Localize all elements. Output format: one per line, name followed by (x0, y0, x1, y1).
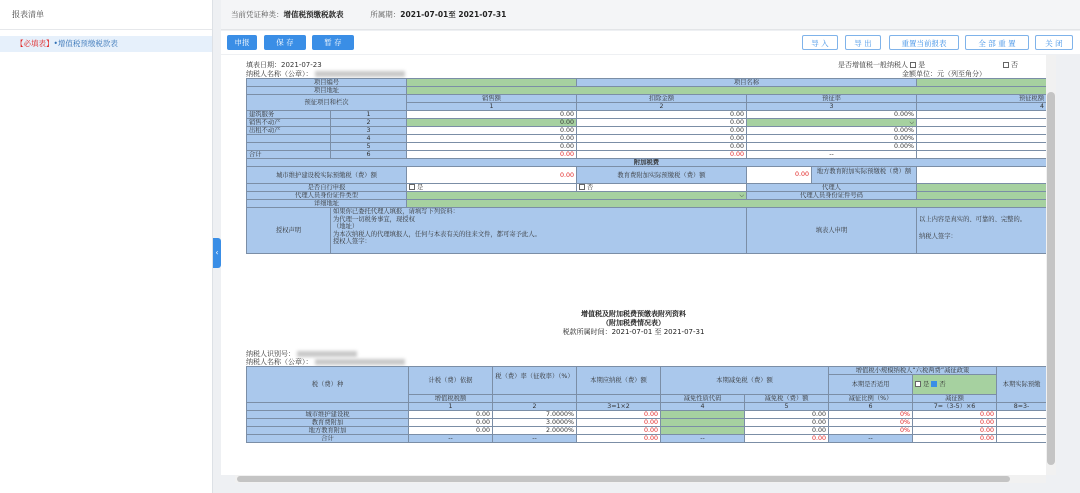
general-taxpayer-no-checkbox[interactable] (1003, 62, 1009, 68)
table-row (247, 419, 1047, 427)
reduce-amt-input[interactable]: 0.00 (745, 427, 829, 435)
deduct-input[interactable]: 0.00 (577, 135, 747, 143)
save-button[interactable]: 保 存 (264, 35, 306, 50)
h-small: 增值税小规模纳税人“六税两费”减征政策 (829, 367, 997, 375)
agent-id-no-label: 代理人员身份证件号码 (747, 192, 917, 200)
reset-current-button[interactable]: 重置当前报表 (889, 35, 959, 50)
surtax-table (246, 366, 1047, 443)
actual-value (997, 411, 1047, 419)
table-row (247, 119, 1047, 127)
rate-select[interactable] (747, 119, 917, 127)
detail-address-label: 详细地址 (247, 200, 407, 208)
h-vat: 增值税税额 (409, 394, 493, 402)
actual-total (997, 435, 1047, 443)
row-name: 销售不动产 (247, 119, 331, 127)
actual-value (997, 427, 1047, 435)
h-rate: 税（费）率（征收率）（%） (493, 367, 577, 395)
reduce-code-select[interactable] (661, 427, 745, 435)
auth-label: 授权声明 (247, 208, 331, 254)
filler-text: 以上内容是真实的、可靠的、完整的。 (919, 216, 1027, 223)
local-edu-value (917, 167, 1047, 184)
h-reduce-amt: 减免税（费）额 (745, 394, 829, 402)
reduce-amount-value: 0.00 (913, 411, 997, 419)
sales-input[interactable]: 0.00 (407, 119, 577, 127)
agent-id-type-label: 代理人员身份证件类型 (247, 192, 407, 200)
h-blank (493, 394, 577, 402)
h-due: 本期应纳税（费）额 (577, 367, 661, 395)
row-no: 6 (331, 151, 407, 159)
tax-value (917, 135, 1047, 143)
table-row-total (247, 151, 1047, 159)
row-name (247, 135, 331, 143)
period-label: 所属期： (370, 10, 401, 19)
row-no: 1 (331, 111, 407, 119)
col-tax-header: 预征税额 (917, 95, 1047, 103)
h-blank (577, 394, 661, 402)
table-row (247, 427, 1047, 435)
self-declare-yes-checkbox[interactable] (409, 184, 415, 190)
due-value: 0.00 (577, 419, 661, 427)
row-name: 合计 (247, 435, 409, 443)
no-label: 否 (587, 184, 594, 191)
voucher-type-value: 增值税预缴税款表 (283, 10, 344, 19)
edu-fee-cell (747, 167, 917, 184)
voucher-info-bar (221, 0, 1080, 30)
project-address-input[interactable] (407, 87, 1047, 95)
report-list-sidebar (0, 0, 213, 493)
reduce-amt-total: 0.00 (745, 435, 829, 443)
row-name: 合计 (247, 151, 331, 159)
general-taxpayer-yes-checkbox[interactable] (910, 62, 916, 68)
yes-label: 是 (417, 184, 424, 191)
col-no: 4 (661, 403, 745, 411)
project-no-label: 项目编号 (247, 79, 407, 87)
agent-label: 代理人 (747, 184, 917, 192)
h-ratio: 减征比例（%） (829, 394, 913, 402)
urban-tax-label: 城市维护建设税实际预缴税（费）额 (247, 167, 407, 184)
col-no: 2 (493, 403, 577, 411)
auth-text: 如果你已委托代理人填报，请填写下列资料： (333, 208, 459, 215)
period-value: 2021-07-01至 2021-07-31 (400, 10, 507, 19)
project-no-input[interactable] (407, 79, 577, 87)
row-no: 3 (331, 127, 407, 135)
project-name-input[interactable] (917, 79, 1047, 87)
levy-item-header: 预征项目和栏次 (247, 95, 407, 111)
table-row (247, 135, 1047, 143)
applicable-no-checkbox[interactable] (931, 381, 937, 387)
toolbar (221, 31, 1080, 54)
h-basis: 计税（费）依据 (409, 367, 493, 395)
prepay-table (246, 78, 1047, 254)
deduct-input[interactable]: 0.00 (577, 119, 747, 127)
auth-statement (331, 208, 747, 254)
h-reduce-code: 减免性质代码 (661, 394, 745, 402)
no-label: 否 (1011, 61, 1018, 69)
ratio-value: 0% (829, 427, 913, 435)
row-name: 出租不动产 (247, 127, 331, 135)
sales-total: 0.00 (407, 151, 577, 159)
due-value: 0.00 (577, 411, 661, 419)
rate-value: 0.00% (747, 135, 917, 143)
form2-period: 税款所属时间：2021-07-01 至 2021-07-31 (562, 328, 705, 336)
auth-text: （地址） (333, 223, 359, 230)
redacted-name (315, 71, 405, 77)
temp-save-button[interactable]: 暂 存 (312, 35, 354, 50)
self-declare-no-checkbox[interactable] (579, 184, 585, 190)
export-button[interactable]: 导 出 (845, 35, 881, 50)
close-button[interactable]: 关 闭 (1035, 35, 1073, 50)
deduct-input[interactable]: 0.00 (577, 127, 747, 135)
col-rate-header: 预征率 (747, 95, 917, 103)
ratio-value: 0% (829, 411, 913, 419)
rate-total: -- (747, 151, 917, 159)
form2-subtitle: （附加税费情况表） (602, 319, 665, 327)
local-edu-label: 地方教育附加实际预缴税（费）额 (811, 167, 916, 183)
deduct-input[interactable]: 0.00 (577, 111, 747, 119)
sales-input[interactable]: 0.00 (407, 111, 577, 119)
col-deduct-header: 扣除金额 (577, 95, 747, 103)
yes-label: 是 (918, 61, 926, 69)
basis-value: 0.00 (409, 411, 493, 419)
voucher-type-label: 当前凭证种类： (231, 10, 284, 19)
table-row (247, 143, 1047, 151)
tax-value (917, 143, 1047, 151)
basis-total: -- (409, 435, 493, 443)
edu-fee-label: 教育费附加实际预缴税（费）额 (577, 167, 747, 184)
required-tag: 【必填表】 (16, 39, 54, 48)
col-no: 4 (917, 103, 1047, 111)
row-name: 建筑服务 (247, 111, 331, 119)
col-no: 3=1×2 (577, 403, 661, 411)
taxpayer-name-label: 纳税人名称（公章）： (246, 70, 313, 78)
table-row (247, 111, 1047, 119)
fill-date: 填表日期：2021-07-23 (246, 61, 322, 69)
reduce-amount-value: 0.00 (913, 427, 997, 435)
yes-label: 是 (923, 380, 930, 388)
h-applicable: 本期是否适用 (829, 375, 913, 394)
sidebar-item-vat-prepay[interactable] (0, 36, 212, 52)
filler-statement (917, 208, 1047, 254)
reduce-amount-value: 0.00 (913, 419, 997, 427)
due-total: 0.00 (577, 435, 661, 443)
amount-unit: 金额单位：元（列至角分） (902, 70, 986, 78)
agent-id-no-input[interactable] (917, 192, 1047, 200)
applicable-choice (913, 375, 997, 394)
general-taxpayer-label: 是否增值税一般纳税人 (838, 61, 908, 69)
taxpayer-id-label: 纳税人识别号： (246, 350, 295, 358)
rate-value: 0.00% (747, 111, 917, 119)
ratio-value: 0% (829, 419, 913, 427)
rate-value: 2.0000% (493, 427, 577, 435)
tax-value (917, 119, 1047, 127)
tax-value (917, 111, 1047, 119)
actual-value (997, 419, 1047, 427)
col-no: 8=3- (997, 403, 1047, 411)
rate-value: 3.0000% (493, 419, 577, 427)
sidebar-item-label: •增值税预缴税款表 (53, 39, 118, 48)
filler-label: 填表人申明 (747, 208, 917, 254)
edu-fee-value: 0.00 (747, 167, 811, 183)
reduce-code-select[interactable] (661, 419, 745, 427)
col-no: 3 (747, 103, 917, 111)
rate-value: 0.00% (747, 143, 917, 151)
deduct-input[interactable]: 0.00 (577, 143, 747, 151)
tax-total (917, 151, 1047, 159)
col-no: 1 (407, 103, 577, 111)
agent-input[interactable] (917, 184, 1047, 192)
deduct-total: 0.00 (577, 151, 747, 159)
sidebar-header: 报表清单 (0, 0, 212, 30)
applicable-yes-checkbox[interactable] (915, 381, 921, 387)
form2-title: 增值税及附加税费预缴表附列资料 (581, 310, 686, 318)
self-declare-no[interactable] (577, 184, 747, 192)
sales-input[interactable]: 0.00 (407, 143, 577, 151)
col-no: 6 (829, 403, 913, 411)
auth-text: 为本次纳税人的代理填报人，任何与本表有关的往来文件，都可寄予此人。 (333, 230, 541, 238)
table-row-total (247, 435, 1047, 443)
sales-input[interactable]: 0.00 (407, 127, 577, 135)
reset-all-button[interactable]: 全 部 重 置 (965, 35, 1029, 50)
auth-text: 授权人签字： (333, 238, 371, 245)
vertical-scrollbar-thumb[interactable] (1047, 92, 1055, 465)
rate-value: 0.00% (747, 127, 917, 135)
row-no: 4 (331, 135, 407, 143)
h-actual: 本期实际预缴 (997, 367, 1047, 403)
rate-value: 7.0000% (493, 411, 577, 419)
reduce-amt-input[interactable]: 0.00 (745, 411, 829, 419)
reduce-amount-total: 0.00 (913, 435, 997, 443)
col-no: 1 (409, 403, 493, 411)
taxpayer-name-label: 纳税人名称（公章）： (246, 358, 313, 366)
n-blank (247, 403, 409, 411)
general-taxpayer-no (1003, 60, 1018, 70)
rate-total: -- (493, 435, 577, 443)
no-label: 否 (939, 380, 946, 388)
col-no: 7=（3-5）×6 (913, 403, 997, 411)
due-value: 0.00 (577, 427, 661, 435)
project-name-label: 项目名称 (577, 79, 917, 87)
row-name: 地方教育附加 (247, 427, 409, 435)
declare-button[interactable]: 申报 (227, 35, 257, 50)
table-row (247, 411, 1047, 419)
col-no: 5 (745, 403, 829, 411)
auth-text: 为代理一切税务事宜，现授权 (333, 215, 415, 223)
project-address-label: 项目地址 (247, 87, 407, 95)
table-row (247, 127, 1047, 135)
row-name: 教育费附加 (247, 419, 409, 427)
row-no: 2 (331, 119, 407, 127)
import-button[interactable]: 导 入 (802, 35, 838, 50)
redacted-name (315, 359, 405, 365)
row-name (247, 143, 331, 151)
urban-tax-value: 0.00 (407, 167, 577, 184)
row-name: 城市维护建设税 (247, 411, 409, 419)
basis-value: 0.00 (409, 419, 493, 427)
collapse-sidebar-chevron-left-icon[interactable]: ‹ (213, 238, 221, 268)
reduce-amt-input[interactable]: 0.00 (745, 419, 829, 427)
sales-input[interactable]: 0.00 (407, 135, 577, 143)
reduce-code-select[interactable] (661, 411, 745, 419)
tax-value (917, 127, 1047, 135)
horizontal-scrollbar-thumb[interactable] (237, 476, 1010, 482)
h-reduce-amount: 减征额 (913, 394, 997, 402)
basis-value: 0.00 (409, 427, 493, 435)
code-total: -- (661, 435, 745, 443)
col-sales-header: 销售额 (407, 95, 577, 103)
detail-address-input[interactable] (407, 200, 1047, 208)
col-no: 2 (577, 103, 747, 111)
self-declare-label: 是否自行申报 (247, 184, 407, 192)
agent-id-type-select[interactable] (407, 192, 747, 200)
h-reduce: 本期减免税（费）额 (661, 367, 829, 395)
self-declare-yes[interactable] (407, 184, 577, 192)
row-no: 5 (331, 143, 407, 151)
h-tax-type: 税（费）种 (247, 367, 409, 403)
filler-text: 纳税人签字： (919, 232, 957, 240)
surtax-header: 附加税费 (247, 159, 1047, 167)
ratio-total: -- (829, 435, 913, 443)
